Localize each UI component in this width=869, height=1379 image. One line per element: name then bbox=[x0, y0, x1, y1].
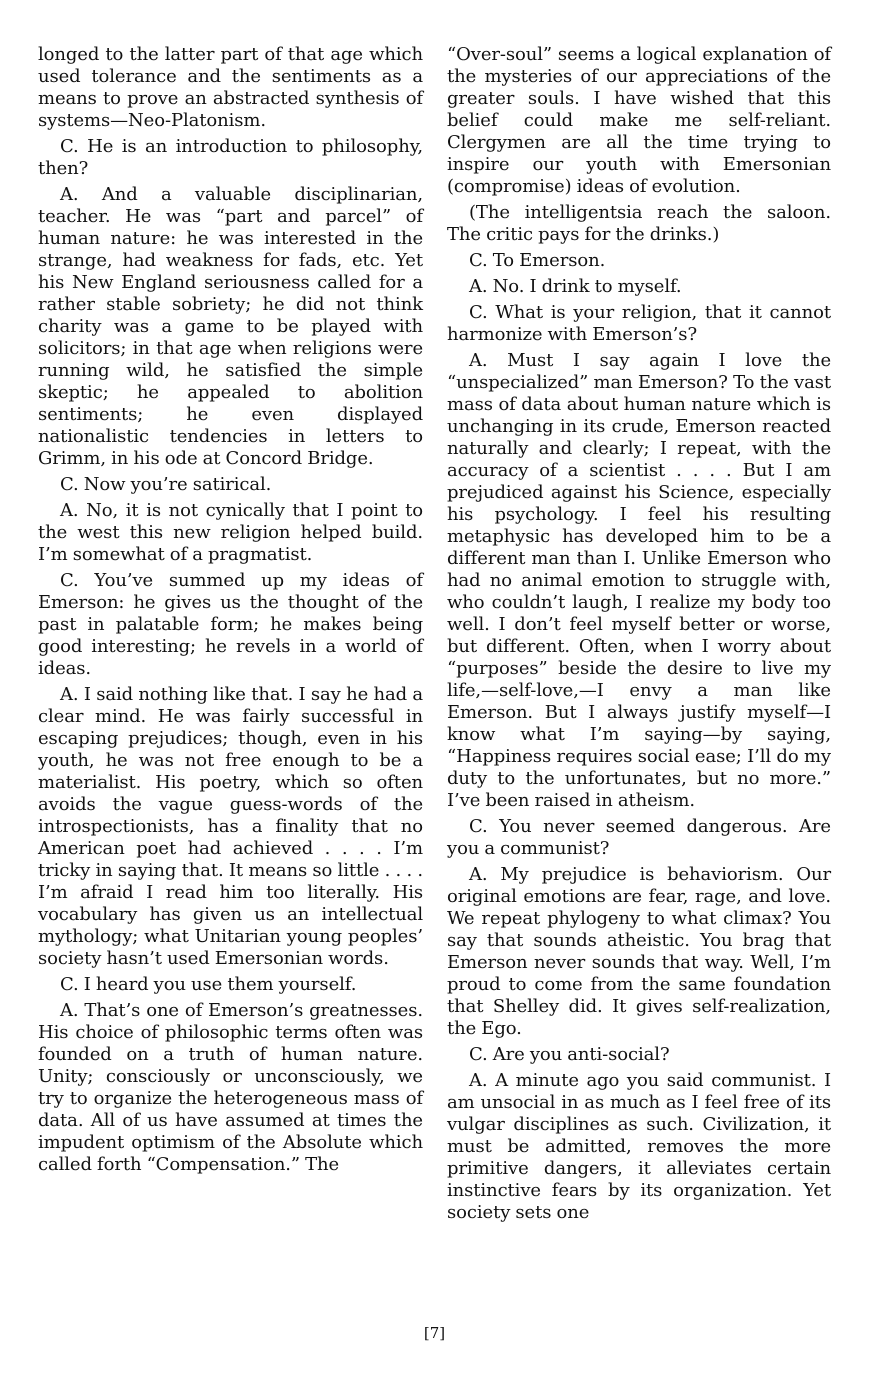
paragraph: C. Now you’re satirical. bbox=[60, 474, 272, 495]
paragraph: C. You’ve summed up my ideas of Emerson: he gives us the thought of the past in palatable form; he makes being good interesting; he revels in a world of ideas. bbox=[38, 570, 423, 679]
paragraph: C. I heard you use them yourself. bbox=[60, 974, 357, 995]
paragraph: A. And a valuable disciplinarian, teacher. He was “part and parcel” of human nature: he was interested in the strange, had weakness for fads, etc. Yet his New England seriousness called for a rather stable sobriety; he did not think charity was a game to be played with solicitors; in that age when religions were running wild, he satisfied the simple skeptic; he appealed to abolition sentiments; he even displayed nationalistic tendencies in letters to Grimm, in his ode at Concord Bridge. bbox=[38, 184, 423, 469]
paragraph: A. I said nothing like that. I say he had a clear mind. He was fairly successful in escaping prejudices; though, even in his youth, he was not free enough to be a materialist. His poetry, which so often avoids the vague guess-words of the introspectionists, has a finality that no American poet had achieved . . . . I’m tricky in saying that. It means so little . . . . I’m afraid I read him too literally. His vocabulary has given us an intellectual mythology; what Unitarian young peoples’ society hasn’t used Emersonian words. bbox=[38, 684, 423, 969]
page-number: [7] bbox=[423, 1324, 446, 1342]
paragraph: C. What is your religion, that it cannot harmonize with Emerson’s? bbox=[447, 302, 831, 345]
paragraph: “Over-soul” seems a logical explanation of the mysteries of our appreciations of the greater souls. I have wished that this belief could make me self-reliant. Clergymen are all the time trying to inspire our youth with Emersonian (compromise) ideas of evolution. bbox=[447, 44, 831, 197]
paragraph: C. He is an introduction to philosophy, then? bbox=[38, 136, 423, 179]
paragraph: A. No. I drink to myself. bbox=[469, 276, 682, 297]
right-column bbox=[447, 44, 831, 1224]
paragraph: C. You never seemed dangerous. Are you a communist? bbox=[447, 816, 831, 859]
paragraph: (The intelligentsia reach the saloon. The critic pays for the drinks.) bbox=[447, 202, 831, 245]
paragraph: A. Must I say again I love the “unspecialized” man Emerson? To the vast mass of data about human nature which is unchanging in its crude, Emerson reacted naturally and clearly; I repeat, with the accuracy of a scientist . . . . But I am prejudiced against his Science, especially his psychology. I feel his resulting metaphysic has developed him to be a different man than I. Unlike Emerson who had no animal emotion to struggle with, who couldn’t laugh, I realize my body too well. I don’t feel myself better or worse, but different. Often, when I worry about “purposes” beside the desire to live my life,—self-love,—I envy a man like Emerson. But I always justify myself—I know what I’m saying—by saying, “Happiness requires social ease; I’ll do my duty to the unfortunates, but no more.” I’ve been raised in atheism. bbox=[447, 350, 831, 811]
paragraph: A. That’s one of Emerson’s greatnesses. His choice of philosophic terms often was founded on a truth of human nature. Unity; consciously or unconsciously, we try to organize the heterogeneous mass of data. All of us have assumed at times the impudent optimism of the Absolute which called forth “Compensation.” The bbox=[38, 1000, 423, 1175]
paragraph: C. To Emerson. bbox=[469, 250, 606, 271]
paragraph: A. A minute ago you said communist. I am unsocial in as much as I feel free of its vulgar disciplines as such. Civilization, it must be admitted, removes the more primitive dangers, it alleviates certain instinctive fears by its organization. Yet society sets one bbox=[447, 1070, 831, 1223]
left-column bbox=[38, 44, 423, 1176]
paragraph: A. No, it is not cynically that I point to the west this new religion helped build. I’m somewhat of a pragmatist. bbox=[38, 500, 423, 565]
paragraph: longed to the latter part of that age which used tolerance and the sentiments as a means to prove an abstracted synthesis of systems—Neo-Platonism. bbox=[38, 44, 423, 131]
paragraph: C. Are you anti-social? bbox=[469, 1044, 670, 1065]
paragraph: A. My prejudice is behaviorism. Our original emotions are fear, rage, and love. We repeat phylogeny to what climax? You say that sounds atheistic. You brag that Emerson never sounds that way. Well, I’m proud to come from the same foundation that Shelley did. It gives self-realization, the Ego. bbox=[447, 864, 831, 1039]
